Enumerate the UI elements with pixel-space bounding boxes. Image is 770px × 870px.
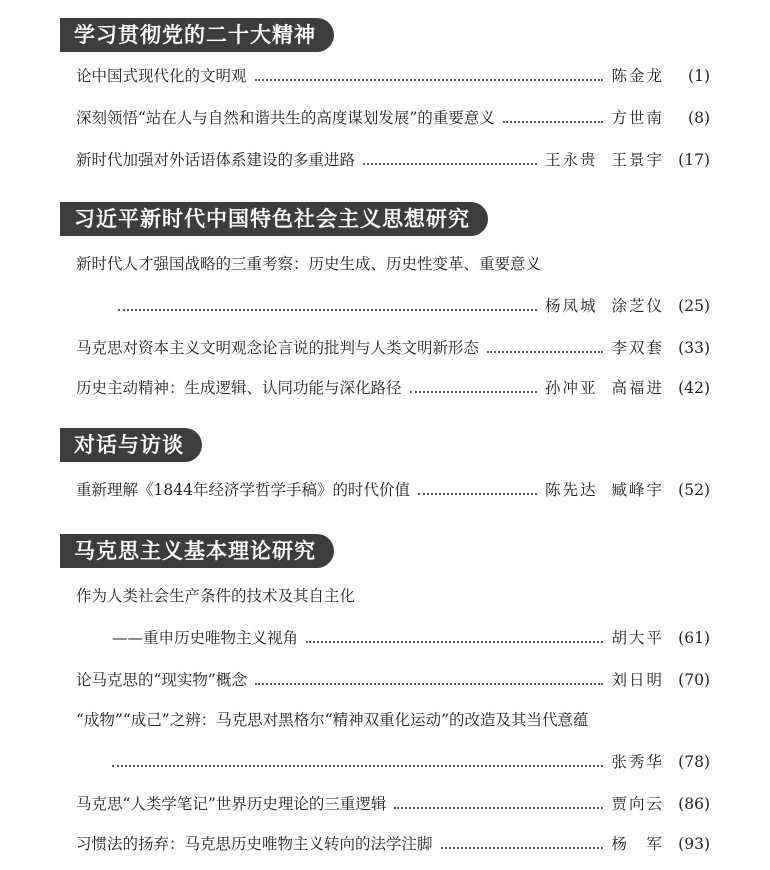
toc-entry[interactable]: [112, 750, 710, 774]
entry-authors: 刘日明: [611, 671, 664, 689]
entry-authors: 李双套: [611, 339, 664, 357]
entry-title: 深刻领悟“站在人与自然和谐共生的高度谋划发展”的重要意义: [76, 109, 495, 127]
leader-dots: [255, 683, 604, 685]
entry-page: (93): [678, 835, 710, 853]
leader-dots: [363, 163, 537, 165]
entry-page: (33): [678, 339, 710, 357]
entry-title: 重新理解《1844年经济学哲学手稿》的时代价值: [76, 481, 410, 499]
leader-dots: [410, 391, 537, 393]
toc-entry[interactable]: [76, 376, 710, 400]
entry-page: (1): [688, 67, 710, 85]
entry-authors: 杨 军: [611, 835, 664, 853]
entry-title: 论马克思的“现实物”概念: [76, 671, 247, 689]
toc-entry[interactable]: [76, 106, 710, 130]
entry-title-line[interactable]: 新时代人才强国战略的三重考察：历史生成、历史性变革、重要意义: [76, 255, 542, 273]
entry-authors: 杨凤城 涂芝仪: [544, 297, 664, 315]
leader-dots: [112, 765, 603, 767]
entry-title: 马克思对资本主义文明观念论言说的批判与人类文明新形态: [76, 339, 480, 357]
section-header: 习近平新时代中国特色社会主义思想研究: [60, 202, 488, 236]
entry-authors: 胡大平: [611, 629, 664, 647]
entry-authors: 方世南: [611, 109, 664, 127]
entry-authors: 王永贵 王景宇: [544, 151, 664, 169]
toc-entry[interactable]: [76, 148, 710, 172]
entry-page: (42): [678, 379, 710, 397]
entry-page: (61): [678, 629, 710, 647]
leader-dots: [306, 641, 603, 643]
leader-dots: [503, 121, 604, 123]
entry-page: (25): [678, 297, 710, 315]
leader-dots: [418, 493, 537, 495]
leader-dots: [394, 807, 603, 809]
section-header: 学习贯彻党的二十大精神: [60, 18, 334, 52]
toc-entry[interactable]: [76, 832, 710, 856]
entry-page: (86): [678, 795, 710, 813]
entry-title: 新时代加强对外话语体系建设的多重进路: [76, 151, 356, 169]
entry-page: (17): [678, 151, 710, 169]
entry-page: (78): [678, 753, 710, 771]
entry-authors: 陈先达 臧峰宇: [544, 481, 664, 499]
toc-entry[interactable]: [76, 64, 710, 88]
entry-page: (52): [678, 481, 710, 499]
entry-page: (8): [688, 109, 710, 127]
entry-title: 习惯法的扬弃：马克思历史唯物主义转向的法学注脚: [76, 835, 433, 853]
section-header: 对话与访谈: [60, 428, 202, 462]
entry-authors: 贾向云: [611, 795, 664, 813]
section-header: 马克思主义基本理论研究: [60, 534, 334, 568]
entry-title: ——重申历史唯物主义视角: [112, 629, 299, 647]
leader-dots: [118, 309, 537, 311]
leader-dots: [441, 847, 604, 849]
toc-entry[interactable]: [76, 668, 710, 692]
entry-title-line[interactable]: 作为人类社会生产条件的技术及其自主化: [76, 587, 356, 605]
entry-authors: 张秀华: [611, 753, 664, 771]
toc-entry[interactable]: [118, 294, 710, 318]
entry-title-line[interactable]: “成物”“成己”之辨：马克思对黑格尔“精神双重化运动”的改造及其当代意蕴: [76, 711, 589, 729]
entry-title: 马克思“人类学笔记”世界历史理论的三重逻辑: [76, 795, 387, 813]
entry-title: 论中国式现代化的文明观: [76, 67, 247, 85]
toc-entry[interactable]: [112, 626, 710, 650]
entry-title: 历史主动精神：生成逻辑、认同功能与深化路径: [76, 379, 402, 397]
toc-entry[interactable]: [76, 792, 710, 816]
leader-dots: [487, 351, 603, 353]
toc-entry[interactable]: [76, 336, 710, 360]
toc-entry[interactable]: [76, 478, 710, 502]
entry-authors: 陈金龙: [611, 67, 664, 85]
leader-dots: [255, 79, 604, 81]
entry-page: (70): [678, 671, 710, 689]
entry-authors: 孙冲亚 高福进: [544, 379, 664, 397]
